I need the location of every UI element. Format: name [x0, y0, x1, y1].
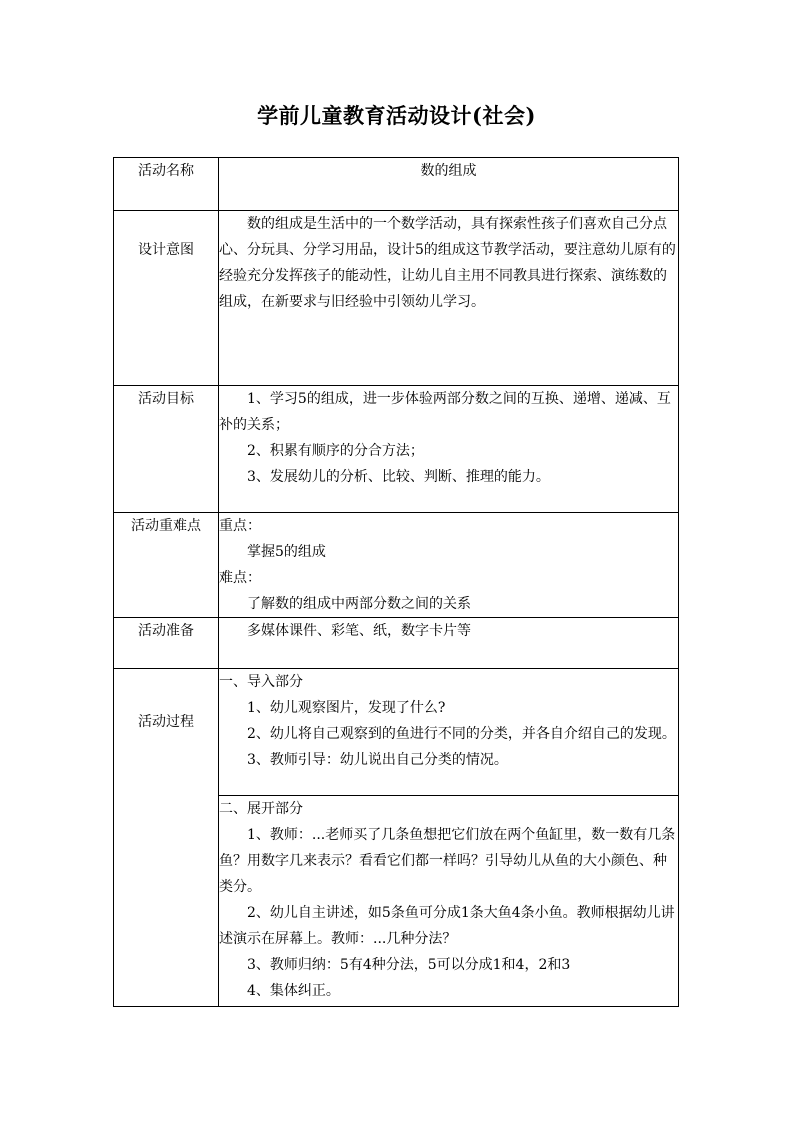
- row-process-part1: [114, 669, 679, 796]
- difficult-heading: 难点：: [219, 570, 261, 586]
- goal-item: 3、发展幼儿的分析、比较、判断、推理的能力。: [247, 469, 550, 485]
- part2-item: 2、幼儿自主讲述，如5条鱼可分成1条大鱼4条小鱼。教师根据幼儿讲述演示在屏幕上。教师：...几种分法？: [219, 905, 675, 947]
- label-activity-goals: 活动目标: [114, 386, 219, 513]
- part1-item: 1、幼儿观察图片，发现了什么?: [247, 700, 446, 716]
- row-key-points: [114, 513, 679, 618]
- preparation-cell: [219, 618, 679, 669]
- label-preparation: 活动准备: [114, 618, 219, 669]
- process-part1-cell: [219, 669, 679, 796]
- lesson-plan-table: [113, 157, 679, 1007]
- part2-item: 4、集体纠正。: [247, 983, 340, 999]
- activity-name-value: 数的组成: [219, 158, 679, 211]
- label-activity-name: 活动名称: [114, 158, 219, 211]
- goal-item: 2、积累有顺序的分合方法；: [247, 443, 424, 459]
- part1-item: 2、幼儿将自己观察到的鱼进行不同的分类，并各自介绍自己的发现。: [247, 726, 676, 742]
- label-design-intent: 设计意图: [114, 211, 219, 386]
- key-text: 掌握5的组成: [247, 544, 326, 560]
- goal-item: 1、学习5的组成，进一步体验两部分数之间的互换、递增、递减、互补的关系；: [219, 391, 671, 433]
- part2-item: 1、教师：...老师买了几条鱼想把它们放在两个鱼缸里，数一数有几条鱼？用数字几来表示？看看它们都一样吗？引导幼儿从鱼的大小颜色、种类分。: [219, 827, 676, 895]
- row-activity-name: [114, 158, 679, 211]
- key-points-cell: [219, 513, 679, 618]
- document-title: 学前儿童教育活动设计(社会): [257, 103, 536, 128]
- row-preparation: [114, 618, 679, 669]
- part1-item: 3、教师引导：幼儿说出自己分类的情况。: [247, 752, 508, 768]
- part1-heading: 一、导入部分: [219, 674, 303, 690]
- preparation-text: 多媒体课件、彩笔、纸，数字卡片等: [247, 623, 471, 639]
- part2-heading: 二、展开部分: [219, 801, 303, 817]
- label-key-points: 活动重难点: [114, 513, 219, 618]
- design-intent-cell: [219, 211, 679, 386]
- row-design-intent: [114, 211, 679, 386]
- key-heading: 重点：: [219, 518, 261, 534]
- part2-item: 3、教师归纳：5有4种分法，5可以分成1和4，2和3: [247, 957, 571, 973]
- design-intent-text: 数的组成是生活中的一个数学活动，具有探索性孩子们喜欢自己分点心、分玩具、分学习用品，设计5的组成这节教学活动，要注意幼儿原有的经验充分发挥孩子的能动性，让幼儿自主用不同教具进行探索、演练数的组成，在新要求与旧经验中引领幼儿学习。: [219, 216, 676, 310]
- activity-goals-cell: [219, 386, 679, 513]
- label-process: 活动过程: [114, 669, 219, 1007]
- process-part2-cell: [219, 796, 679, 1007]
- difficult-text: 了解数的组成中两部分数之间的关系: [247, 596, 471, 612]
- row-activity-goals: [114, 386, 679, 513]
